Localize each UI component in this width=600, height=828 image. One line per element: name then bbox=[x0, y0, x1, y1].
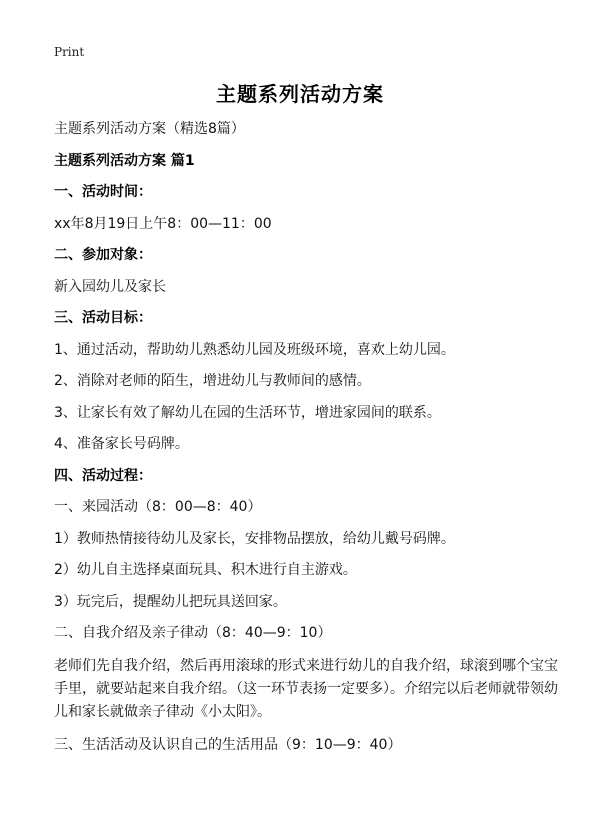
goal-item: 1、通过活动，帮助幼儿熟悉幼儿园及班级环境，喜欢上幼儿园。 bbox=[54, 341, 455, 358]
document-subtitle: 主题系列活动方案（精选8篇） bbox=[54, 121, 245, 137]
section-heading-process: 四、活动过程： bbox=[54, 467, 152, 484]
print-label: Print bbox=[54, 45, 85, 59]
goal-item: 2、消除对老师的陌生，增进幼儿与教师间的感情。 bbox=[54, 373, 371, 389]
document-body bbox=[54, 114, 564, 761]
activity-time-text: xx年8月19日上午8：00—11：00 bbox=[54, 215, 272, 232]
process-step: 2）幼儿自主选择桌面玩具、积木进行自主游戏。 bbox=[54, 562, 357, 578]
section-heading-time: 一、活动时间： bbox=[54, 184, 152, 200]
participants-text: 新入园幼儿及家长 bbox=[54, 278, 166, 295]
process-part-heading: 二、自我介绍及亲子律动（8：40—9：10） bbox=[54, 625, 332, 641]
goal-item: 3、让家长有效了解幼儿在园的生活环节，增进家园间的联系。 bbox=[54, 404, 441, 421]
goal-item: 4、准备家长号码牌。 bbox=[54, 436, 189, 452]
document-title: 主题系列活动方案 bbox=[216, 82, 384, 106]
process-part-heading: 一、来园活动（8：00—8：40） bbox=[54, 499, 262, 515]
process-step: 3）玩完后，提醒幼儿把玩具送回家。 bbox=[54, 593, 287, 610]
process-part-heading: 三、生活活动及认识自己的生活用品（9：10—9：40） bbox=[54, 736, 402, 753]
section-heading-goals: 三、活动目标： bbox=[54, 310, 152, 326]
article-heading: 主题系列活动方案 篇1 bbox=[54, 152, 195, 169]
process-step: 1）教师热情接待幼儿及家长，安排物品摆放，给幼儿戴号码牌。 bbox=[54, 530, 455, 547]
process-paragraph: 老师们先自我介绍，然后再用滚球的形式来进行幼儿的自我介绍，球滚到哪个宝宝手里，就要站起来自我介绍。（这一环节表扬一定要多）。介绍完以后老师就带领幼儿和家长就做亲子律动《小太阳》。 bbox=[54, 657, 558, 720]
section-heading-participants: 二、参加对象： bbox=[54, 247, 152, 263]
